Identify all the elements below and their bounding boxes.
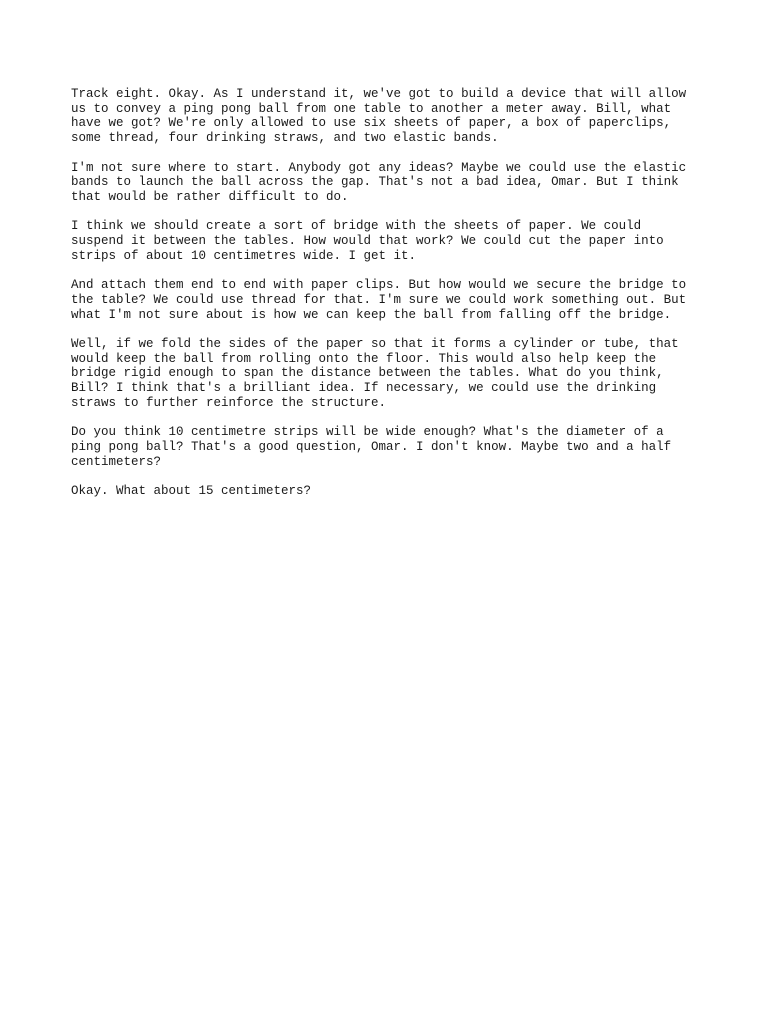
paragraph: I'm not sure where to start. Anybody got any ideas? Maybe we could use the elastic bands to launch the ball across the gap. That's not a bad idea, Omar. But I think that would be rather difficult to do.: [71, 160, 687, 204]
paragraph: Well, if we fold the sides of the paper so that it forms a cylinder or tube, that would keep the ball from rolling onto the floor. This would also help keep the bridge rigid enough to span the distance between the tables. What do you think, Bill? I think that's a brilliant idea. If necessary, we could use the drinking straws to further reinforce the structure.: [71, 336, 679, 410]
transcript-document: [71, 87, 711, 513]
paragraph: Do you think 10 centimetre strips will be wide enough? What's the diameter of a ping pong ball? That's a good question, Omar. I don't know. Maybe two and a half centimeters?: [71, 425, 672, 469]
paragraph: Track eight. Okay. As I understand it, we've got to build a device that will allow us to convey a ping pong ball from one table to another a meter away. Bill, what have we got? We're only allowed to use six sheets of paper, a box of paperclips, some thread, four drinking straws, and two elastic bands.: [71, 87, 687, 146]
paragraph: And attach them end to end with paper clips. But how would we secure the bridge to the table? We could use thread for that. I'm sure we could work something out. But what I'm not sure about is how we can keep the ball from falling off the bridge.: [71, 278, 687, 322]
paragraph: Okay. What about 15 centimeters?: [71, 483, 312, 498]
paragraph: I think we should create a sort of bridge with the sheets of paper. We could suspend it between the tables. How would that work? We could cut the paper into strips of about 10 centimetres wide. I get it.: [71, 219, 664, 263]
